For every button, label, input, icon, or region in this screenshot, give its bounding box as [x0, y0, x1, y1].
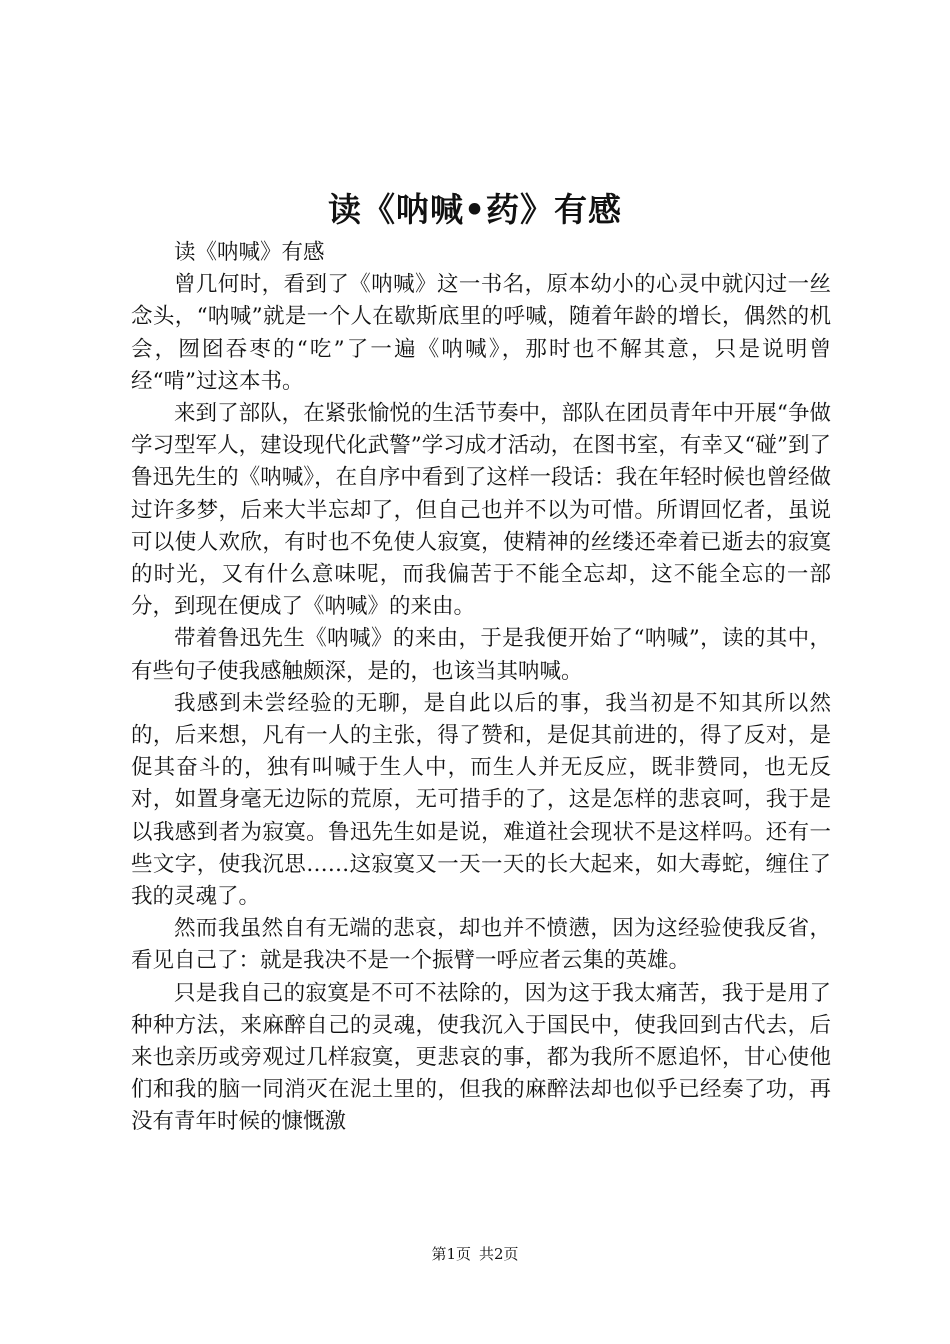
subtitle-paragraph: 读《呐喊》有感 — [174, 240, 325, 265]
body-paragraph: 带着鲁迅先生《呐喊》的来由，于是我便开始了“呐喊”，读的其中，有些句子使我感触颇深，是的，也该当其呐喊。 — [131, 626, 831, 684]
body-paragraph: 曾几何时，看到了《呐喊》这一书名，原本幼小的心灵中就闪过一丝念头，“呐喊”就是一个人在歇斯底里的呼喊，随着年龄的增长，偶然的机会，囫囵吞枣的“吃”了一遍《呐喊》，那时也不解其意，只是说明曾经“啃”过这本书。 — [131, 272, 831, 394]
body-paragraph: 我感到未尝经验的无聊，是自此以后的事，我当初是不知其所以然的，后来想，凡有一人的主张，得了赞和，是促其前进的，得了反对，是促其奋斗的，独有叫喊于生人中，而生人并无反应，既非赞同，也无反对，如置身毫无边际的荒原，无可措手的了，这是怎样的悲哀呵，我于是以我感到者为寂寞。鲁迅先生如是说，难道社会现状不是这样吗。还有一些文字，使我沉思……这寂寞又一天一天的长大起来，如大毒蛇，缠住了我的灵魂了。 — [131, 690, 831, 910]
body-paragraph: 然而我虽然自有无端的悲哀，却也并不愤懑，因为这经验使我反省，看见自己了：就是我决不是一个振臂一呼应者云集的英雄。 — [131, 916, 831, 974]
page-number: 第1页 — [431, 1245, 471, 1263]
page-total: 共2页 — [479, 1245, 519, 1263]
body-paragraph: 只是我自己的寂寞是不可不祛除的，因为这于我太痛苦，我于是用了种种方法，来麻醉自己的灵魂，使我沉入于国民中，使我回到古代去，后来也亲历或旁观过几样寂寞，更悲哀的事，都为我所不愿追怀，甘心使他们和我的脑一同消灭在泥土里的，但我的麻醉法却也似乎已经奏了功，再没有青年时候的慷慨激 — [131, 980, 831, 1135]
page-footer — [0, 1243, 950, 1265]
body-paragraph: 来到了部队，在紧张愉悦的生活节奏中，部队在团员青年中开展“争做学习型军人，建设现代化武警”学习成才活动，在图书室，有幸又“碰”到了鲁迅先生的《呐喊》，在自序中看到了这样一段话：我在年轻时候也曾经做过许多梦，后来大半忘却了，但自己也并不以为可惜。所谓回忆者，虽说可以使人欢欣，有时也不免使人寂寞，使精神的丝缕还牵着已逝去的寂寞的时光，又有什么意味呢，而我偏苦于不能全忘却，这不能全忘的一部分，到现在便成了《呐喊》的来由。 — [131, 401, 831, 620]
document-body — [131, 237, 831, 1139]
document-title: 读《呐喊•药》有感 — [327, 190, 623, 229]
